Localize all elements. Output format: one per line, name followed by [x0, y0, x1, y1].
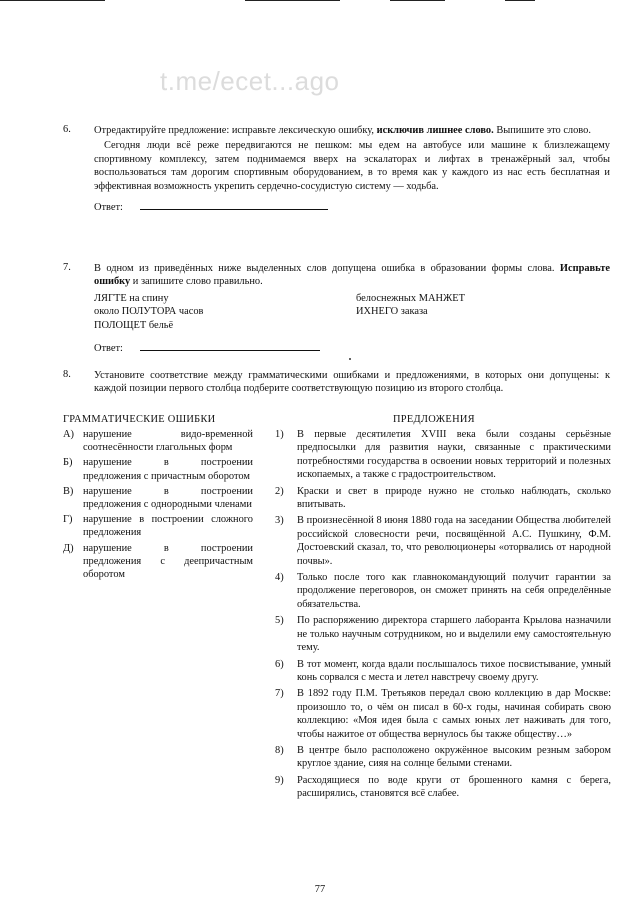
q6-number: 6.: [63, 124, 71, 135]
sentence-item: 2) Краски и свет в природе нужно не столько наблюдать, сколько впитывать.: [275, 485, 611, 511]
sentence-item: 8) В центре было расположено окружённое высоким резным забором круглое здание, сияя на солнце белыми стенами.: [275, 744, 611, 770]
q7-word: ПОЛОЩЕТ бельё: [94, 319, 174, 331]
q6-answer-row: [94, 200, 610, 214]
left-column-header: ГРАММАТИЧЕСКИЕ ОШИБКИ: [63, 414, 216, 425]
q7-word: около ПОЛУТОРА часов: [94, 306, 204, 318]
sentence-item: 5) По распоряжению директора старшего лаборанта Крылова назначили не только научным сотрудником, но и выделили ему самостоятельную тему.: [275, 615, 611, 654]
errors-list: [63, 428, 253, 583]
q8-instruction: Установите соответствие между грамматическими ошибками и предложениями, в которых они допущены: к каждой позиции первого столбца подберите соответствующую позицию из второго столбца.: [94, 370, 610, 395]
q6-text: Сегодня люди всё реже передвигаются не пешком: мы едем на автобусе или машине к близлежащему спортивному комплексу, затем поднимаемся вверх на эскалаторах и лифтах в тренажёрный зал, чтобы воспользоваться там дорогим спортивным оборудованием, в то время как у каждого из нас есть бесплатная и эффективная возможность укрепить сердечно-сосудистую систему — ходьба.: [94, 140, 610, 192]
error-item: В) нарушение в построении предложения с однородными членами: [63, 485, 253, 511]
scan-line: [0, 0, 105, 1]
error-item: А) нарушение видо-временной соотнесённости глагольных форм: [63, 429, 253, 454]
q6-block: [94, 124, 610, 214]
watermark: t.me/ecet...ago: [160, 66, 340, 96]
sentence-item: 6) В тот момент, когда вдали послышалось тихое посвистывание, умный конь сорвался с места и летел навстречу своему другу.: [275, 658, 611, 683]
q7-block: [94, 262, 610, 355]
q8-number: 8.: [63, 369, 71, 380]
sentence-item: 3) В произнесённой 8 июня 1880 года на заседании Общества любителей российской словесности речи, посвящённой А.С. Пушкину, Ф.М. Достоевский сказал, то, что революционеры «оторвались от народной почвы».: [275, 515, 611, 567]
q6-instruction: Отредактируйте предложение: исправьте лексическую ошибку, исключив лишнее слово. Выпишите это слово.: [94, 125, 591, 136]
scan-speck: [349, 358, 351, 360]
q7-answer-line[interactable]: [140, 341, 320, 351]
sentence-item: 9) Расходящиеся по воде круги от брошенного камня с берега, расширялись, становятся всё слабее.: [275, 774, 611, 800]
q7-word: белоснежных МАНЖЕТ: [356, 292, 465, 304]
error-item: Б) нарушение в построении предложения с причастным оборотом: [63, 457, 253, 482]
q7-instruction: В одном из приведённых ниже выделенных слов допущена ошибка в образовании формы слова. Исправьте ошибку и запишите слово правильно.: [94, 263, 610, 288]
q7-answer-row: [94, 341, 610, 355]
page-number: 77: [314, 884, 326, 895]
sentence-item: 4) Только после того как главнокомандующий получит гарантии за продолжение переговоров, он сможет принять на себя определённые обязательства.: [275, 572, 611, 610]
scan-line: [390, 0, 445, 1]
sentence-item: 7) В 1892 году П.М. Третьяков передал свою коллекцию в дар Москве: произошло то, о чём он писал в 60-х годы, начиная собирать свою коллекцию: «Моя идея была с самых юных лет наживать для того, чтобы нажитое от общества вернулось бы также обществу…»: [275, 688, 611, 740]
q7-answer-label: Ответ:: [94, 343, 123, 355]
q7-words: [94, 292, 610, 332]
q6-answer-label: Ответ:: [94, 202, 123, 214]
q6-answer-line[interactable]: [140, 200, 328, 210]
sentence-item: 1) В первые десятилетия XVIII века были созданы серьёзные предпосылки для развития науки, связанные с практическими потребностями государства в освоении новых территорий и полезных ископаемых, а также с градостроительством.: [275, 429, 611, 481]
q7-word: ИХНЕГО заказа: [356, 306, 428, 318]
error-item: Д) нарушение в построении предложения с деепричастным оборотом: [63, 542, 253, 581]
scan-line: [245, 0, 340, 1]
right-column-header: ПРЕДЛОЖЕНИЯ: [393, 414, 475, 425]
q7-number: 7.: [63, 262, 71, 273]
error-item: Г) нарушение в построении сложного предложения: [63, 514, 253, 539]
scan-line: [505, 0, 535, 1]
q7-word: ЛЯГТЕ на спину: [94, 292, 169, 304]
sentences-list: [275, 428, 611, 804]
q8-block: [94, 369, 610, 396]
